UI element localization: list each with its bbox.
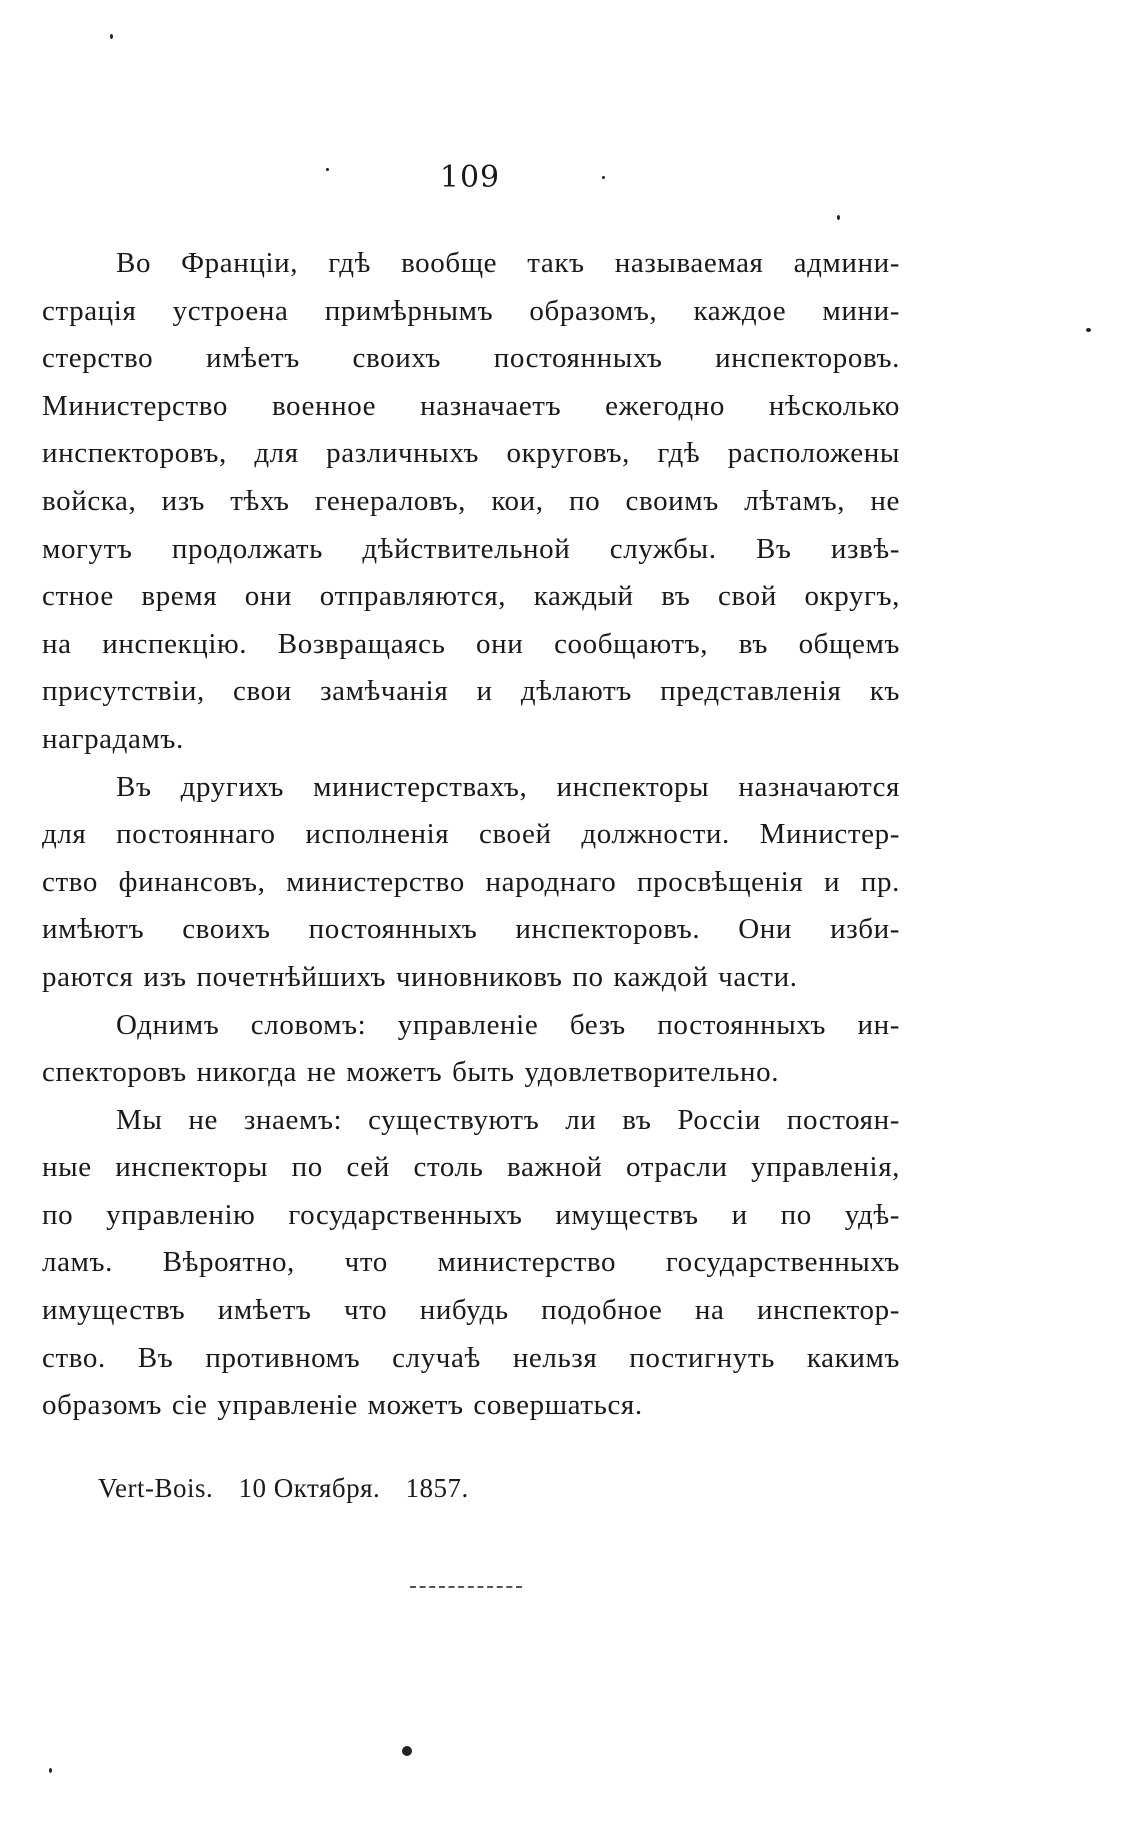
text-line: инспекторовъ, для различныхъ округовъ, гдѣ расположены [42, 437, 900, 470]
text-line: Во Франціи, гдѣ вообще такъ называемая админи- [116, 247, 900, 279]
dateline-date: 10 Октября. [238, 1473, 381, 1503]
ink-speck [110, 34, 113, 39]
dateline [98, 1473, 487, 1504]
text-line: раются изъ почетнѣйшихъ чиновниковъ по каждой части. [42, 960, 798, 993]
text-line: страція устроена примѣрнымъ образомъ, каждое мини- [42, 294, 900, 327]
ink-speck [49, 1768, 52, 1773]
ink-speck [602, 176, 605, 179]
text-line: ные инспекторы по сей столь важной отрасли управленія, [42, 1151, 900, 1184]
ink-speck [1086, 328, 1091, 332]
text-line: могутъ продолжать дѣйствительной службы. Въ извѣ- [42, 532, 900, 565]
text-line: Министерство военное назначаетъ ежегодно нѣсколько [42, 389, 900, 422]
text-line: присутствіи, свои замѣчанія и дѣлаютъ представленія къ [42, 675, 900, 708]
text-line: имѣютъ своихъ постоянныхъ инспекторовъ. Они изби- [42, 913, 900, 946]
text-line: стное время они отправляются, каждый въ свой округъ, [42, 580, 900, 613]
paragraph-3 [42, 1002, 900, 1097]
text-line: имуществъ имѣетъ что нибудь подобное на инспектор- [42, 1294, 900, 1327]
ink-speck [402, 1746, 412, 1756]
dateline-year: 1857. [405, 1473, 469, 1503]
ink-speck [326, 168, 329, 171]
text-line: войска, изъ тѣхъ генераловъ, кои, по своимъ лѣтамъ, не [42, 484, 900, 517]
dateline-place: Vert-Bois. [98, 1473, 214, 1503]
body-text [42, 240, 900, 1430]
text-line: Мы не знаемъ: существуютъ ли въ Россіи постоян- [116, 1103, 900, 1136]
paragraph-2 [42, 764, 900, 1002]
text-line: Въ другихъ министерствахъ, инспекторы назначаются [116, 770, 900, 803]
text-line: Однимъ словомъ: управленіе безъ постоянныхъ ин- [116, 1008, 900, 1041]
page-number: 109 [439, 160, 501, 195]
text-line: стерство имѣетъ своихъ постоянныхъ инспекторовъ. [42, 342, 900, 375]
text-line: для постояннаго исполненія своей должности. Министер- [42, 818, 900, 851]
text-line: на инспекцію. Возвращаясь они сообщаютъ, въ общемъ [42, 627, 900, 660]
text-line: спекторовъ никогда не можетъ быть удовлетворительно. [42, 1056, 780, 1089]
paragraph-1 [42, 240, 900, 764]
text-line: по управленію государственныхъ имуществъ и по удѣ- [42, 1198, 900, 1231]
text-line: ство финансовъ, министерство народнаго просвѣщенія и пр. [42, 865, 900, 898]
paragraph-4 [42, 1097, 900, 1430]
text-line: наградамъ. [42, 722, 184, 755]
text-line: ство. Въ противномъ случаѣ нельзя постигнуть какимъ [42, 1341, 900, 1374]
text-line: образомъ сіе управленіе можетъ совершаться. [42, 1389, 643, 1422]
ink-speck [837, 215, 840, 220]
end-rule [410, 1586, 522, 1588]
text-line: ламъ. Вѣроятно, что министерство государственныхъ [42, 1246, 900, 1279]
